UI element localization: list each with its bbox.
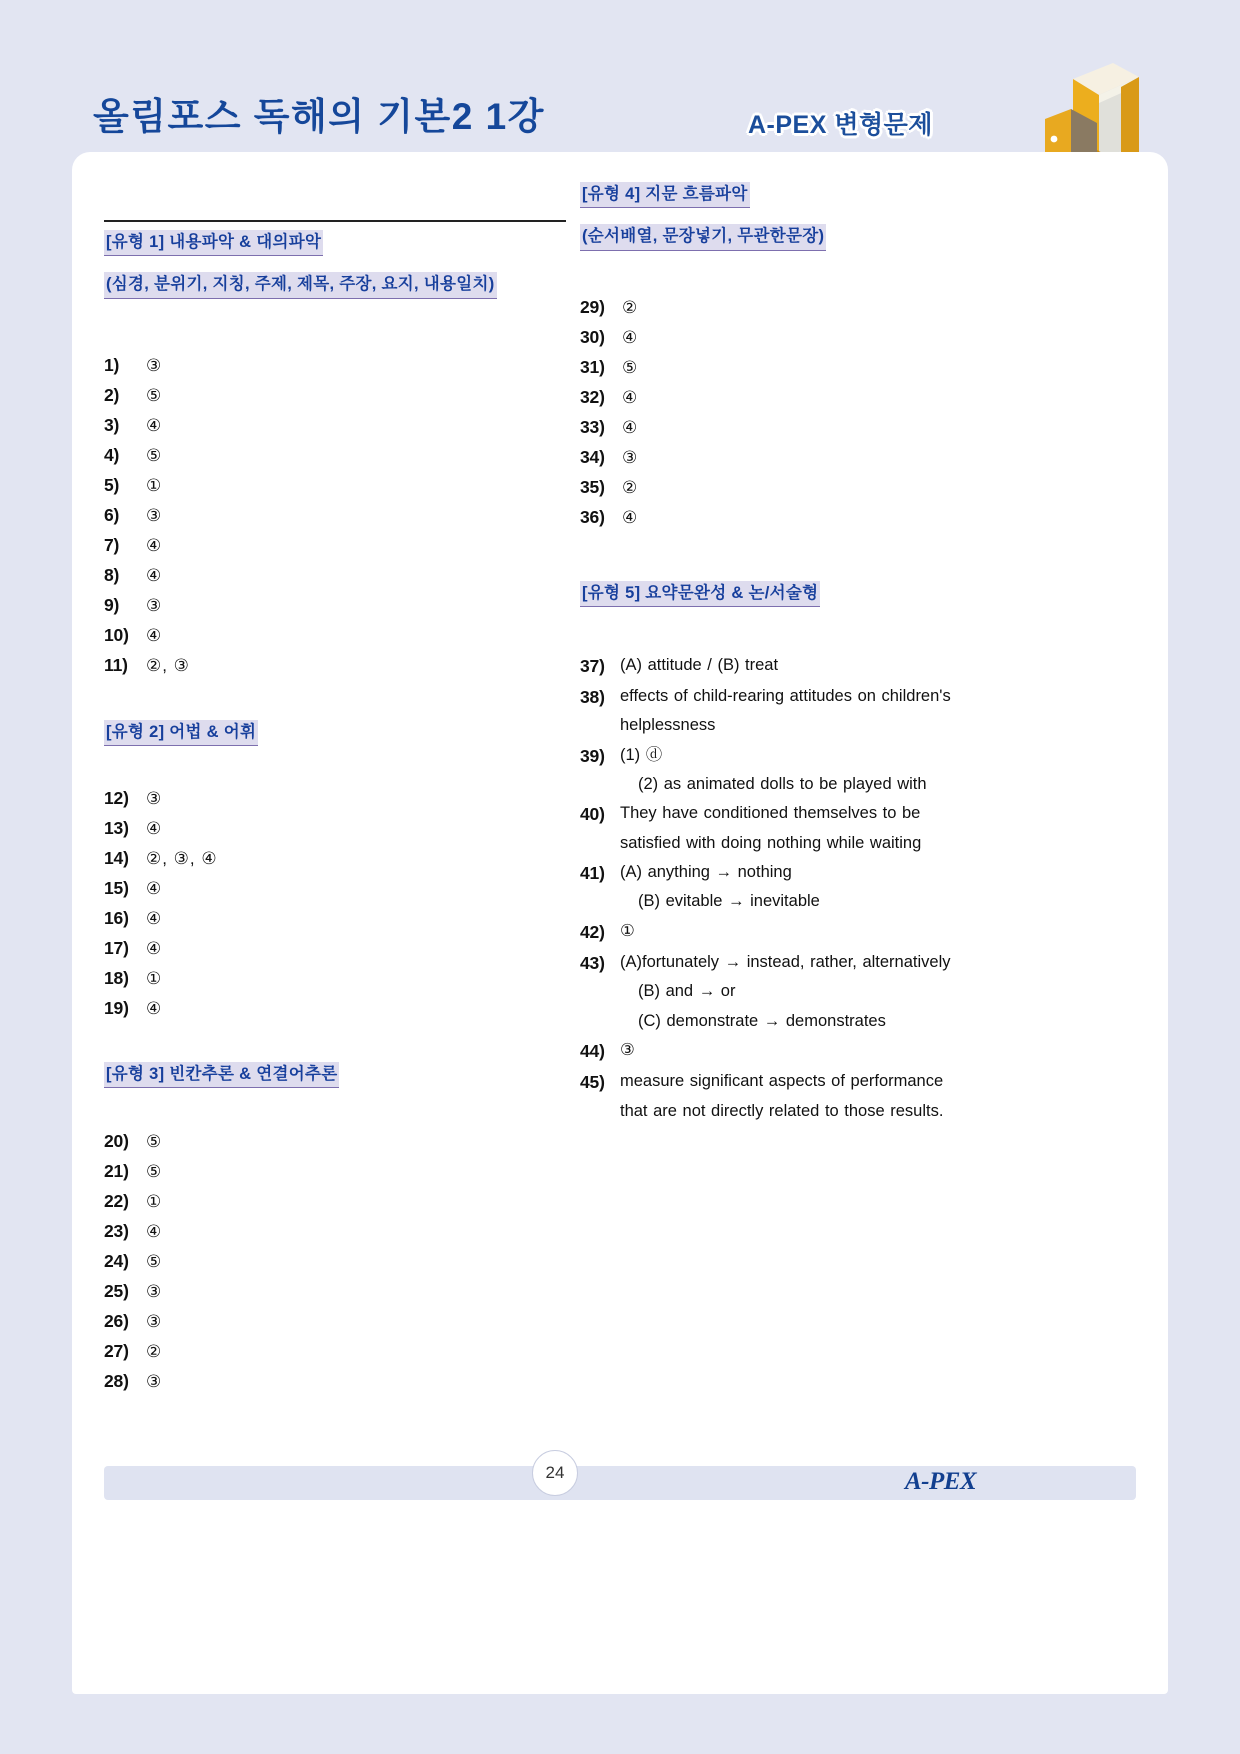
section-type2 bbox=[104, 720, 564, 1018]
answer-value: ⑤ bbox=[146, 1252, 163, 1272]
answer-list-type2 bbox=[104, 787, 564, 1018]
answer-number: 13) bbox=[104, 817, 129, 838]
answer-row bbox=[104, 414, 564, 435]
answer-number: 24) bbox=[104, 1251, 129, 1272]
answer-text-block bbox=[620, 741, 1040, 800]
answer-row bbox=[580, 356, 1040, 377]
answer-number: 39) bbox=[580, 745, 605, 766]
answer-text-block bbox=[620, 948, 1040, 1036]
answer-value: ③ bbox=[146, 505, 163, 525]
answer-row bbox=[104, 1253, 564, 1271]
answer-number: 1) bbox=[104, 354, 120, 375]
answer-row bbox=[580, 506, 1040, 527]
answer-text-continuation: helplessness bbox=[620, 716, 716, 735]
answer-text-continuation: satisfied with doing nothing while waiting bbox=[620, 833, 922, 852]
answer-number: 17) bbox=[104, 937, 129, 958]
answer-value: ⑤ bbox=[622, 357, 639, 377]
top-rule bbox=[104, 220, 566, 222]
answer-row bbox=[104, 1343, 564, 1361]
answer-text: (A) anything → nothing bbox=[620, 863, 792, 882]
answer-number: 10) bbox=[104, 624, 129, 645]
answer-text-block bbox=[620, 799, 1040, 858]
answer-number: 23) bbox=[104, 1221, 129, 1242]
answer-number: 40) bbox=[580, 804, 605, 825]
answer-value: ④ bbox=[146, 878, 163, 898]
answer-value: ④ bbox=[622, 387, 639, 407]
answer-value: ④ bbox=[146, 998, 163, 1018]
answer-list-type3 bbox=[104, 1133, 564, 1391]
answer-value: ③ bbox=[146, 1372, 163, 1392]
answer-row bbox=[580, 446, 1040, 467]
answer-row bbox=[104, 594, 564, 615]
answer-sheet bbox=[72, 152, 1168, 1694]
answer-value: ④ bbox=[146, 1222, 163, 1242]
answer-row bbox=[580, 476, 1040, 497]
page-header bbox=[0, 0, 1240, 152]
answer-number: 35) bbox=[580, 476, 605, 497]
section-type4 bbox=[580, 182, 1040, 526]
answer-row bbox=[104, 937, 564, 958]
section-heading-type5: [유형 5] 요약문완성 & 논/서술형 bbox=[580, 581, 820, 607]
answer-number: 18) bbox=[104, 967, 129, 988]
answer-row bbox=[104, 1313, 564, 1331]
answer-text-continuation: that are not directly related to those results. bbox=[620, 1101, 944, 1120]
answer-number: 20) bbox=[104, 1131, 129, 1152]
answer-value: ① bbox=[146, 475, 163, 495]
answer-number: 2) bbox=[104, 384, 120, 405]
answer-row bbox=[580, 917, 1040, 948]
page-title: 올림포스 독해의 기본2 1강 bbox=[93, 96, 545, 137]
answer-row bbox=[580, 682, 1040, 741]
answer-row bbox=[580, 1067, 1040, 1126]
answer-value: ② bbox=[622, 477, 639, 497]
answer-row bbox=[580, 416, 1040, 437]
answer-number: 5) bbox=[104, 474, 120, 495]
answer-row bbox=[580, 799, 1040, 858]
answer-number: 7) bbox=[104, 534, 120, 555]
section-type3 bbox=[104, 1062, 564, 1391]
answer-value: ② bbox=[622, 297, 639, 317]
answer-number: 15) bbox=[104, 877, 129, 898]
answer-row bbox=[104, 354, 564, 375]
answer-value: ④ bbox=[146, 908, 163, 928]
answer-number: 34) bbox=[580, 446, 605, 467]
answer-number: 22) bbox=[104, 1191, 129, 1212]
answer-value: ④ bbox=[622, 417, 639, 437]
answer-number: 33) bbox=[580, 416, 605, 437]
answer-text: (A)fortunately → instead, rather, alternatively bbox=[620, 952, 951, 971]
answer-row bbox=[104, 444, 564, 465]
answer-value: ③ bbox=[146, 1282, 163, 1302]
answer-value: ⑤ bbox=[146, 1162, 163, 1182]
answer-number: 31) bbox=[580, 356, 605, 377]
answer-row bbox=[104, 817, 564, 838]
answer-row bbox=[104, 504, 564, 525]
page-number: 24 bbox=[532, 1450, 578, 1496]
answer-row bbox=[580, 948, 1040, 1036]
answer-row bbox=[104, 384, 564, 405]
answer-number: 4) bbox=[104, 444, 120, 465]
apex-badge: A-PEX 변형문제 bbox=[748, 111, 933, 139]
answer-value: ④ bbox=[146, 938, 163, 958]
answer-value: ④ bbox=[146, 818, 163, 838]
answer-row bbox=[580, 651, 1040, 682]
answer-value: ② bbox=[146, 1342, 163, 1362]
answer-value: ③ bbox=[146, 1312, 163, 1332]
answer-value: ②, ③ bbox=[146, 655, 190, 675]
answer-text: (1) ⓓ bbox=[620, 745, 663, 764]
answer-text: ③ bbox=[620, 1041, 635, 1060]
answer-row bbox=[104, 534, 564, 555]
answer-text-sub: (2) as animated dolls to be played with bbox=[638, 775, 927, 794]
answer-number: 41) bbox=[580, 863, 605, 884]
answer-number: 32) bbox=[580, 386, 605, 407]
footer-bar bbox=[104, 1466, 1136, 1500]
answer-text: They have conditioned themselves to be bbox=[620, 804, 921, 823]
answer-row bbox=[104, 564, 564, 585]
answer-number: 21) bbox=[104, 1161, 129, 1182]
answer-row bbox=[580, 386, 1040, 407]
answer-row bbox=[580, 858, 1040, 917]
answer-value: ②, ③, ④ bbox=[146, 848, 218, 868]
answer-text: (A) attitude / (B) treat bbox=[620, 655, 779, 674]
answer-row bbox=[580, 741, 1040, 800]
answer-row bbox=[580, 1036, 1040, 1067]
answer-row bbox=[104, 877, 564, 898]
answer-value: ④ bbox=[622, 327, 639, 347]
answer-row bbox=[104, 624, 564, 645]
answer-row bbox=[104, 1193, 564, 1211]
answer-number: 14) bbox=[104, 847, 129, 868]
answer-number: 42) bbox=[580, 921, 605, 942]
answer-list-type5 bbox=[580, 651, 1040, 1126]
answer-number: 8) bbox=[104, 564, 120, 585]
answer-number: 12) bbox=[104, 787, 129, 808]
answer-row bbox=[104, 474, 564, 495]
answer-row bbox=[104, 1223, 564, 1241]
answer-number: 16) bbox=[104, 907, 129, 928]
footer-logo: A-PEX bbox=[905, 1468, 977, 1495]
answer-value: ③ bbox=[146, 788, 163, 808]
answer-number: 28) bbox=[104, 1371, 129, 1392]
answer-row bbox=[104, 997, 564, 1018]
answer-value: ③ bbox=[146, 595, 163, 615]
answer-row bbox=[104, 1373, 564, 1391]
answer-value: ④ bbox=[146, 625, 163, 645]
answer-number: 19) bbox=[104, 997, 129, 1018]
section-heading-type1: [유형 1] 내용파악 & 대의파악 bbox=[104, 230, 323, 256]
answer-row bbox=[104, 1163, 564, 1181]
answer-row bbox=[104, 1283, 564, 1301]
section-type1 bbox=[104, 230, 564, 674]
section-heading-type4: [유형 4] 지문 흐름파악 bbox=[580, 182, 750, 208]
answer-number: 44) bbox=[580, 1041, 605, 1062]
answer-text-sub: (B) and → or bbox=[638, 982, 736, 1001]
answer-text-sub: (C) demonstrate → demonstrates bbox=[638, 1011, 886, 1030]
answer-row bbox=[104, 1133, 564, 1151]
answer-number: 38) bbox=[580, 686, 605, 707]
answer-row bbox=[104, 907, 564, 928]
section-heading-type3: [유형 3] 빈칸추론 & 연결어추론 bbox=[104, 1062, 339, 1088]
section-heading-type2: [유형 2] 어법 & 어휘 bbox=[104, 720, 258, 746]
answer-number: 43) bbox=[580, 952, 605, 973]
answer-list-type1 bbox=[104, 354, 564, 675]
answer-number: 30) bbox=[580, 326, 605, 347]
section-type5 bbox=[580, 581, 1040, 1126]
answer-text-sub: (B) evitable → inevitable bbox=[638, 892, 820, 911]
answer-row bbox=[104, 967, 564, 988]
answer-value: ③ bbox=[146, 355, 163, 375]
answer-value: ④ bbox=[146, 565, 163, 585]
answer-number: 45) bbox=[580, 1072, 605, 1093]
section-subheading-type4: (순서배열, 문장넣기, 무관한문장) bbox=[580, 224, 826, 250]
answer-value: ① bbox=[146, 968, 163, 988]
answer-number: 27) bbox=[104, 1341, 129, 1362]
answer-text-block bbox=[620, 1067, 1040, 1126]
answer-value: ④ bbox=[146, 415, 163, 435]
answer-value: ① bbox=[146, 1192, 163, 1212]
answer-value: ④ bbox=[146, 535, 163, 555]
section-subheading-type1: (심경, 분위기, 지칭, 주제, 제목, 주장, 요지, 내용일치) bbox=[104, 272, 497, 298]
answer-text-block bbox=[620, 858, 1040, 917]
right-column bbox=[580, 182, 1040, 1126]
answer-value: ⑤ bbox=[146, 385, 163, 405]
answer-number: 25) bbox=[104, 1281, 129, 1302]
answer-text: effects of child-rearing attitudes on children's bbox=[620, 686, 951, 705]
answer-number: 9) bbox=[104, 594, 120, 615]
answer-text: measure significant aspects of performance bbox=[620, 1072, 944, 1091]
answer-number: 26) bbox=[104, 1311, 129, 1332]
answer-number: 11) bbox=[104, 654, 128, 675]
answer-row bbox=[104, 654, 564, 675]
answer-row bbox=[580, 296, 1040, 317]
answer-row bbox=[580, 326, 1040, 347]
answer-value: ③ bbox=[622, 447, 639, 467]
answer-number: 3) bbox=[104, 414, 120, 435]
answer-number: 36) bbox=[580, 506, 605, 527]
answer-text: ① bbox=[620, 921, 635, 940]
answer-row bbox=[104, 847, 564, 868]
answer-number: 37) bbox=[580, 655, 605, 676]
answer-value: ⑤ bbox=[146, 445, 163, 465]
answer-list-type4 bbox=[580, 296, 1040, 527]
answer-row bbox=[104, 787, 564, 808]
left-column bbox=[104, 230, 564, 1403]
answer-text-block bbox=[620, 682, 1040, 741]
answer-number: 6) bbox=[104, 504, 120, 525]
answer-value: ④ bbox=[622, 507, 639, 527]
answer-value: ⑤ bbox=[146, 1132, 163, 1152]
answer-number: 29) bbox=[580, 296, 605, 317]
